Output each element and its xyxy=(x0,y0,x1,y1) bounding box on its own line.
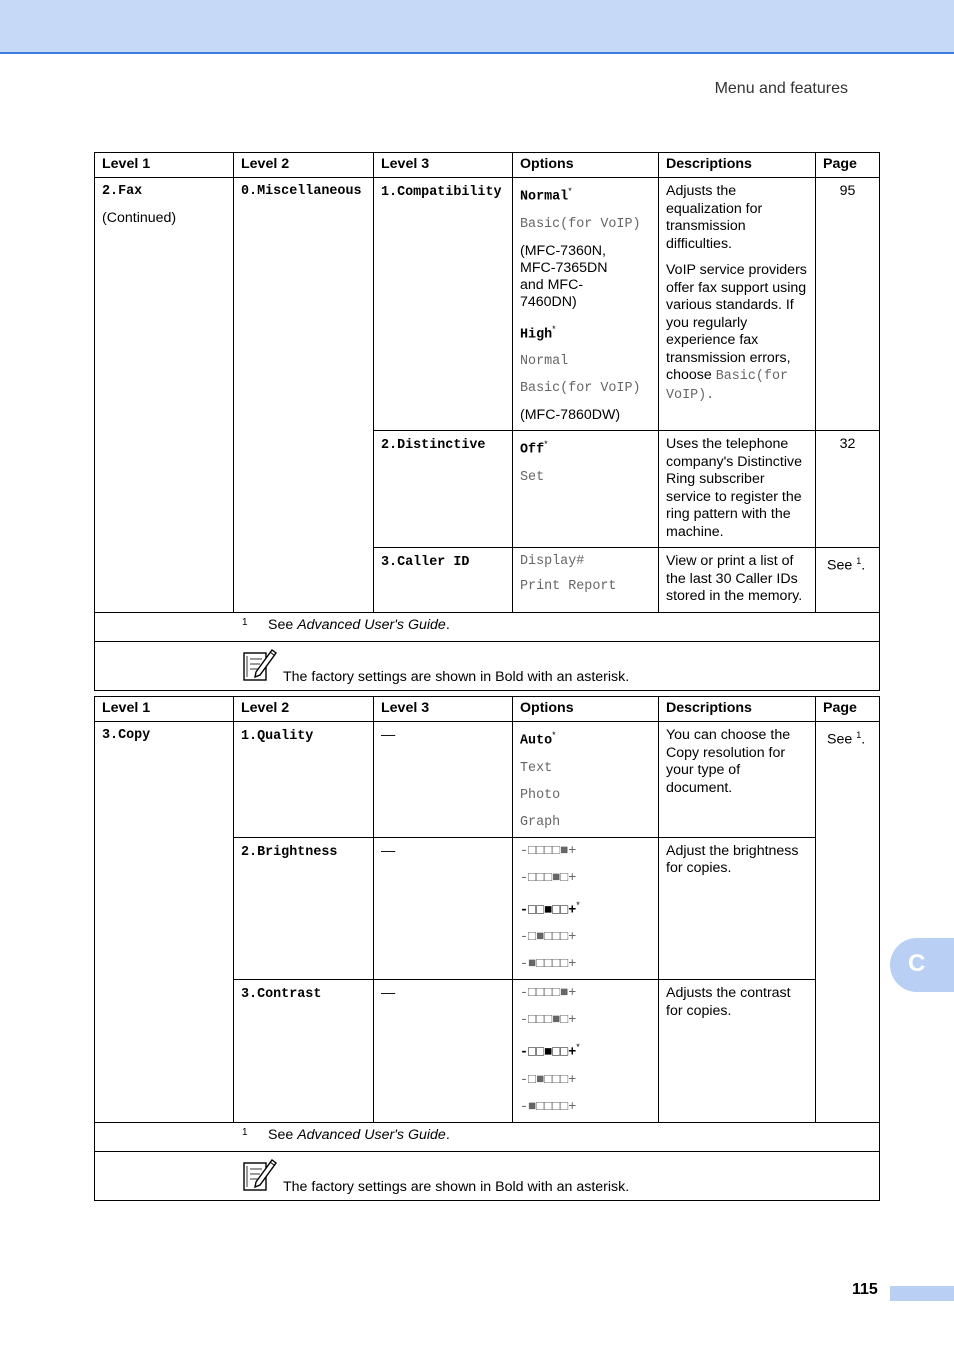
option-print-report: Print Report xyxy=(520,579,617,595)
col-header-level2: Level 2 xyxy=(234,153,374,178)
option-photo: Photo xyxy=(520,787,561,803)
col-header-level3: Level 3 xyxy=(374,153,513,178)
options-quality: Auto* Text Photo Graph xyxy=(513,722,659,838)
desc-compatibility-2: VoIP service providers offer fax support using various standards. If you regularly experience fax transmission errors, choose xyxy=(666,262,807,383)
option-basic-voip-2: Basic(for VoIP) xyxy=(520,381,641,397)
desc-compatibility xyxy=(659,178,816,431)
desc-quality: You can choose the Copy resolution for your type of document. xyxy=(659,722,816,838)
level2-miscellaneous: 0.Miscellaneous xyxy=(241,184,362,199)
option-auto: Auto xyxy=(520,733,553,749)
contrast-level-option: -□■□□□+ xyxy=(520,1073,577,1089)
options-contrast: -□□□□■+ -□□□■□+ -□□■□□+* -□■□□□+ -■□□□□+ xyxy=(513,980,659,1123)
col-header-options: Options xyxy=(513,697,659,722)
page-copy: See $^1$. xyxy=(816,722,880,1123)
top-banner xyxy=(0,0,954,54)
option-models-2: (MFC-7860DW) xyxy=(520,407,621,424)
contrast-level-option: -□□□□■+ xyxy=(520,986,577,1002)
footnote-title: Advanced User's Guide xyxy=(297,616,446,633)
contrast-level-option: -■□□□□+ xyxy=(520,1100,577,1116)
brightness-level-option: -□□□□■+ xyxy=(520,843,577,859)
footnote-number: 1 xyxy=(242,1127,248,1139)
option-normal-2: Normal xyxy=(520,354,569,370)
level2-brightness: 2.Brightness xyxy=(234,837,374,980)
page-compatibility: 95 xyxy=(816,178,880,431)
col-header-level3: Level 3 xyxy=(374,697,513,722)
note-pencil-icon xyxy=(242,646,278,682)
contrast-level-option: -□□□■□+ xyxy=(520,1013,577,1029)
note-row xyxy=(95,641,880,690)
desc-compatibility-1: Adjusts the equalization for transmission difficulties. xyxy=(666,183,763,252)
note-text: The factory settings are shown in Bold with an asterisk. xyxy=(283,1179,630,1196)
col-header-level1: Level 1 xyxy=(95,153,234,178)
note-pencil-icon xyxy=(242,1156,278,1192)
col-header-page: Page xyxy=(816,153,880,178)
desc-brightness: Adjust the brightness for copies. xyxy=(659,837,816,980)
brightness-level-option: -■□□□□+ xyxy=(520,957,577,973)
level2-cell xyxy=(234,178,374,613)
chapter-tab xyxy=(890,938,954,992)
section-title: Menu and features xyxy=(714,80,848,97)
brightness-level-option: -□■□□□+ xyxy=(520,930,577,946)
option-high: High xyxy=(520,327,553,343)
desc-caller-id: View or print a list of the last 30 Caller IDs stored in the memory. xyxy=(659,548,816,613)
desc-compatibility-code: Basic(for VoIP). xyxy=(666,369,789,403)
level3-compatibility: 1.Compatibility xyxy=(374,178,513,431)
col-header-level2: Level 2 xyxy=(234,697,374,722)
option-basic-voip: Basic(for VoIP) xyxy=(520,216,641,232)
footnote-row: 1 See Advanced User's Guide. xyxy=(95,612,880,641)
footnote-prefix: See xyxy=(268,1127,294,1144)
page-distinctive: 32 xyxy=(816,431,880,548)
options-caller-id xyxy=(513,548,659,613)
note-row xyxy=(95,1152,880,1201)
options-brightness: -□□□□■+ -□□□■□+ -□□■□□+* -□■□□□+ -■□□□□+ xyxy=(513,837,659,980)
option-set: Set xyxy=(520,470,545,486)
col-header-page: Page xyxy=(816,697,880,722)
fax-menu-table xyxy=(94,152,880,691)
level3-contrast: — xyxy=(374,980,513,1123)
table-row xyxy=(95,722,880,838)
copy-menu-table xyxy=(94,696,880,1201)
table-header-row xyxy=(95,153,880,178)
desc-contrast: Adjusts the contrast for copies. xyxy=(659,980,816,1123)
table-header-row xyxy=(95,697,880,722)
options-compatibility: Normal* Basic(for VoIP) (MFC-7360N, MFC-7365DN and MFC-7460DN) High* Normal Basic(for VoIP) (MFC-7860DW) xyxy=(513,178,659,431)
desc-distinctive: Uses the telephone company's Distinctive Ring subscriber service to register the ring pattern with the machine. xyxy=(659,431,816,548)
level1-cell xyxy=(95,722,234,1123)
level1-copy: 3.Copy xyxy=(102,728,151,743)
note-text: The factory settings are shown in Bold with an asterisk. xyxy=(283,668,630,685)
footnote-number: 1 xyxy=(242,616,248,628)
col-header-level1: Level 1 xyxy=(95,697,234,722)
brightness-level-default: -□□■□□+ xyxy=(520,903,577,919)
level3-brightness: — xyxy=(374,837,513,980)
col-header-options: Options xyxy=(513,153,659,178)
level1-cell xyxy=(95,178,234,613)
footnote-prefix: See xyxy=(268,616,294,633)
page-caller-id: See $^1$. xyxy=(816,548,880,613)
level3-quality: — xyxy=(374,722,513,838)
level1-fax: 2.Fax xyxy=(102,184,143,199)
level3-caller-id: 3.Caller ID xyxy=(374,548,513,613)
col-header-descriptions: Descriptions xyxy=(659,697,816,722)
option-off: Off xyxy=(520,443,545,459)
option-display: Display# xyxy=(520,554,585,570)
options-distinctive: Off* Set xyxy=(513,431,659,548)
chapter-tab-label: C xyxy=(908,950,926,977)
level2-contrast: 3.Contrast xyxy=(234,980,374,1123)
option-graph: Graph xyxy=(520,814,561,830)
page-number-bar xyxy=(890,1286,954,1301)
page-number: 115 xyxy=(852,1281,878,1298)
level3-distinctive: 2.Distinctive xyxy=(374,431,513,548)
level1-continued: (Continued) xyxy=(102,209,177,226)
footnote-row: 1 See Advanced User's Guide. xyxy=(95,1123,880,1152)
col-header-descriptions: Descriptions xyxy=(659,153,816,178)
brightness-level-option: -□□□■□+ xyxy=(520,870,577,886)
footnote-title: Advanced User's Guide xyxy=(297,1127,446,1144)
table-row xyxy=(95,178,880,431)
option-text: Text xyxy=(520,760,553,776)
contrast-level-default: -□□■□□+ xyxy=(520,1046,577,1062)
option-normal: Normal xyxy=(520,189,569,205)
option-models-1: (MFC-7360N, MFC-7365DN and MFC-7460DN) xyxy=(520,242,608,310)
level2-quality: 1.Quality xyxy=(234,722,374,838)
